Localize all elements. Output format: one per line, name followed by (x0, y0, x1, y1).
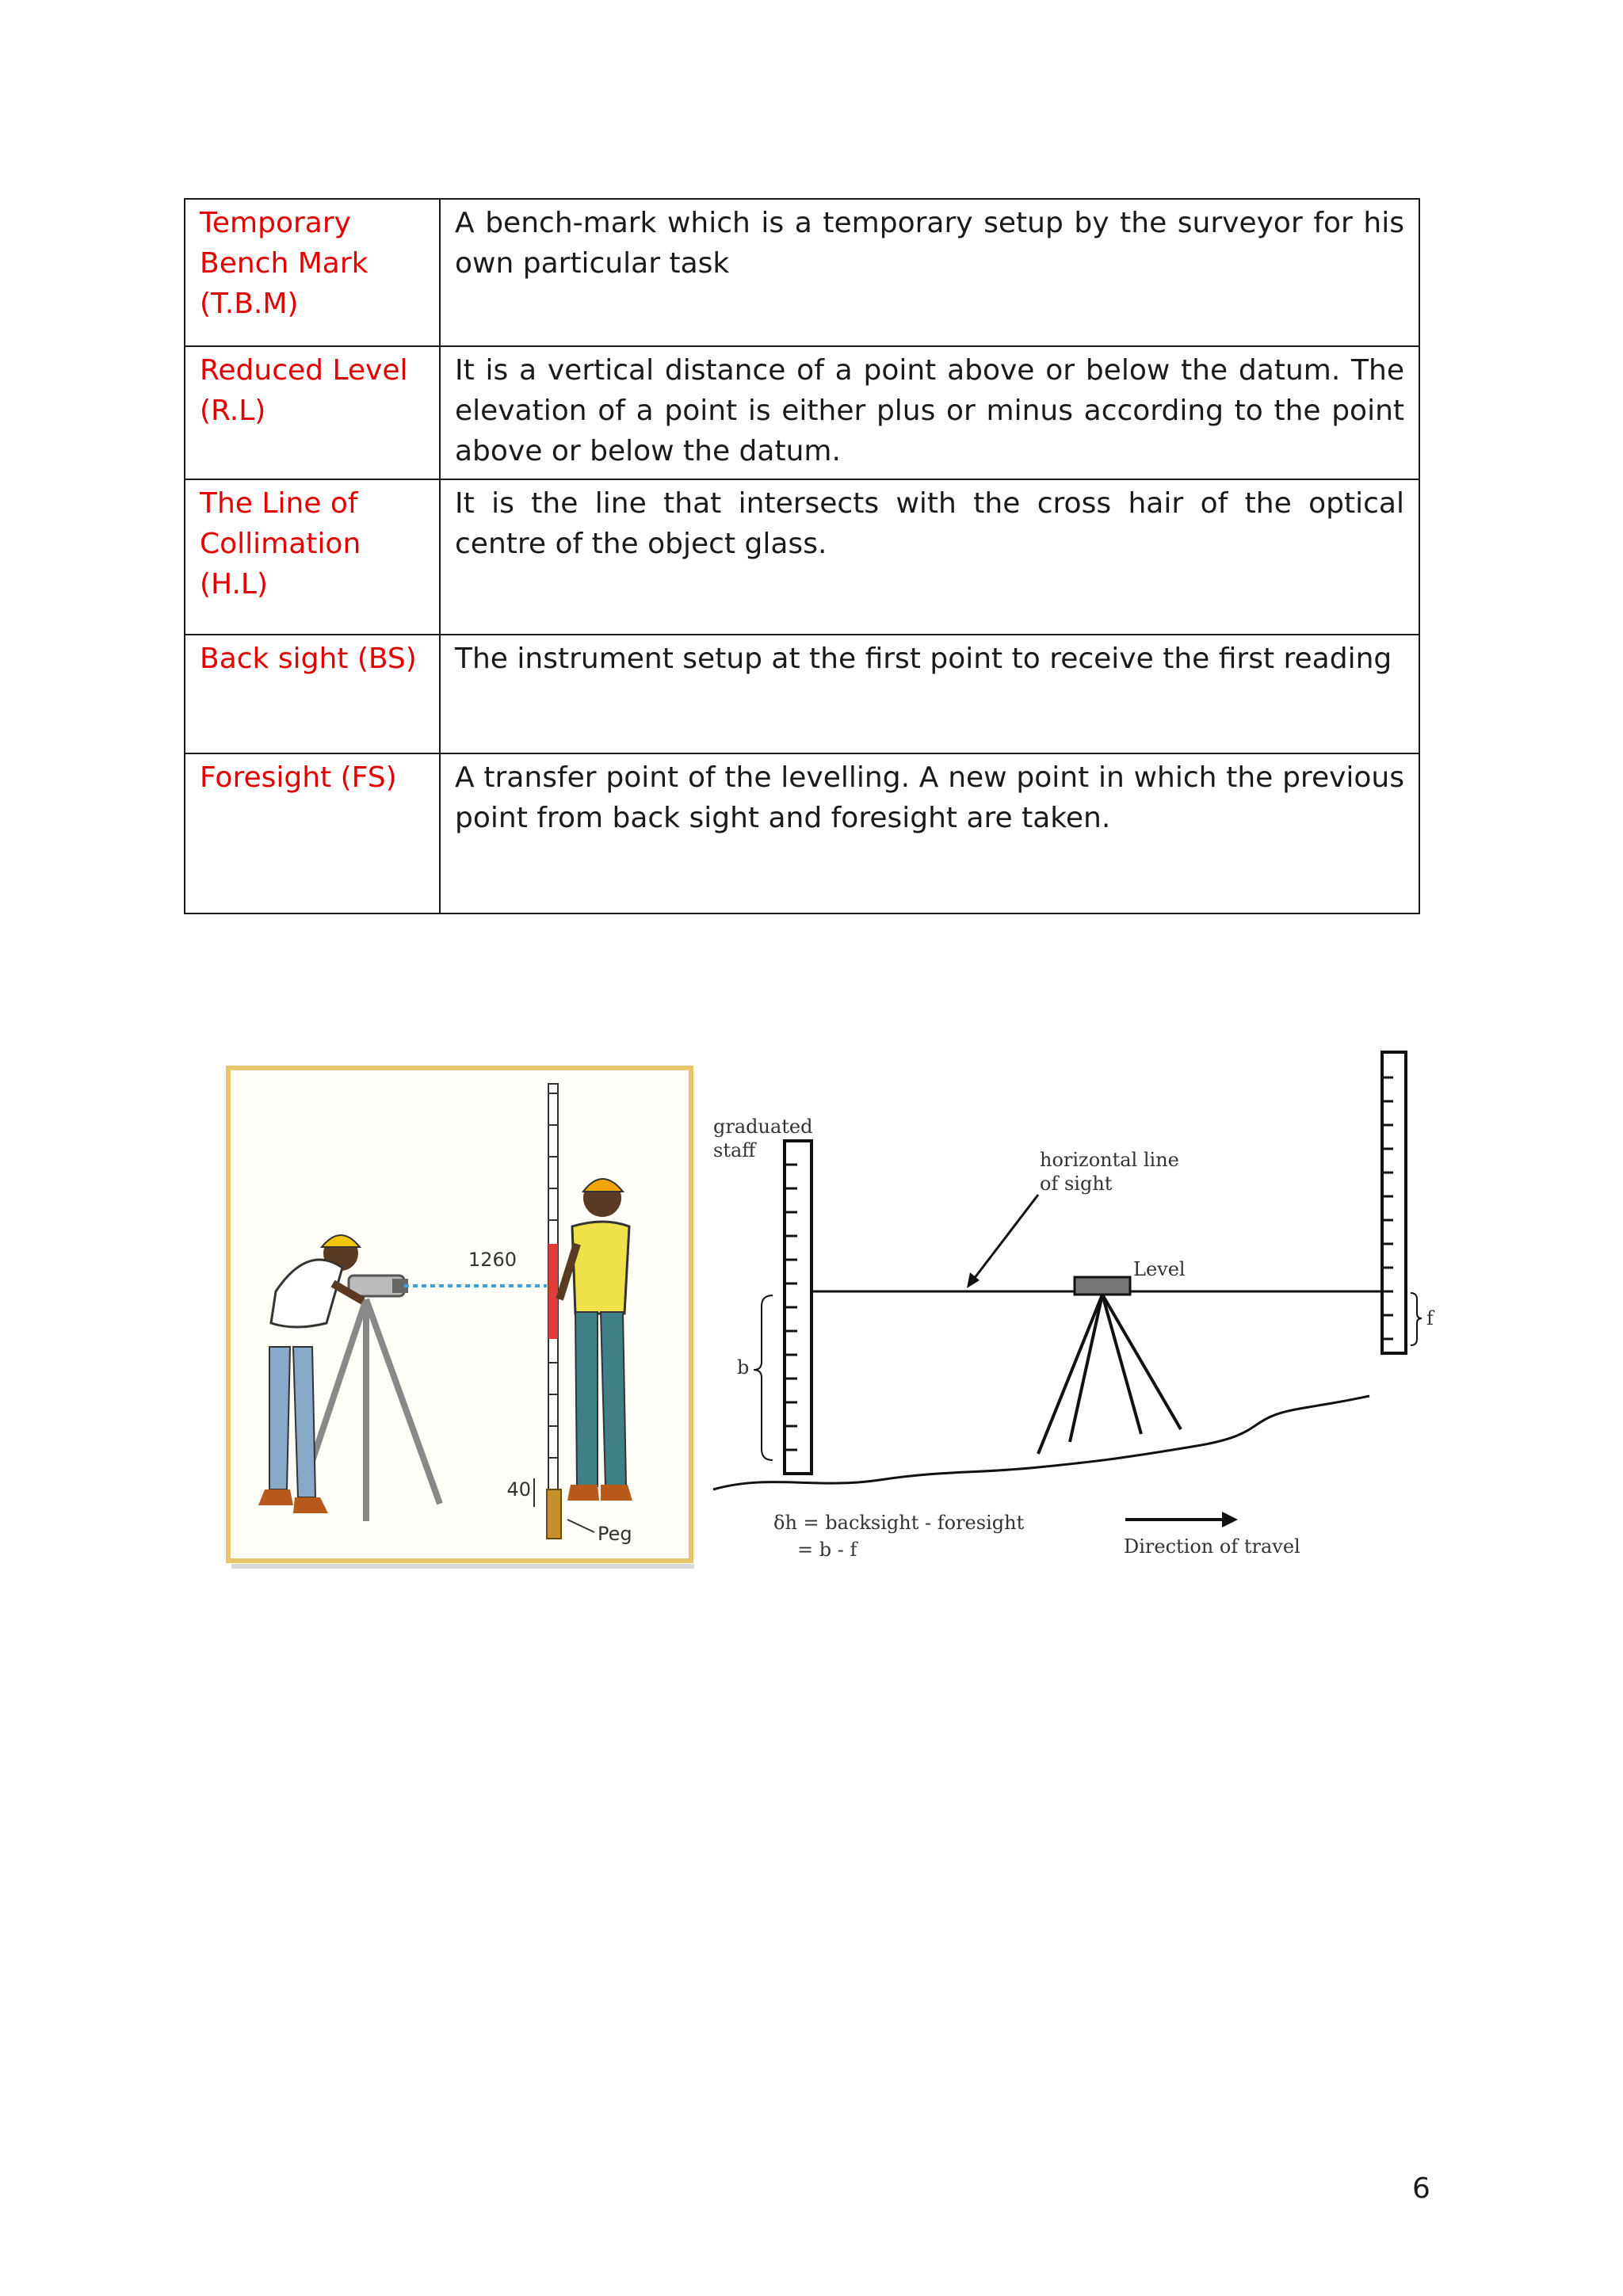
term-cell: Back sight (BS) (185, 635, 440, 753)
staff-label-line2: staff (713, 1139, 756, 1161)
levelling-diagram (713, 1052, 1435, 1561)
table-row (185, 753, 1419, 913)
staff-label-line1: graduated (713, 1116, 813, 1138)
formula-line1: δh = backsight - foresight (773, 1512, 1025, 1534)
formula-line2: = b - f (797, 1539, 857, 1561)
levelling-figure (214, 1046, 1450, 1585)
sight-label-line1: horizontal line (1040, 1149, 1179, 1171)
page-number: 6 (1412, 2172, 1430, 2205)
definitions-table (184, 198, 1420, 914)
peg-label: Peg (598, 1523, 632, 1545)
f-bracket (1411, 1293, 1422, 1345)
definition-cell: The instrument setup at the first point to receive the first reading (440, 635, 1419, 753)
peg-icon (547, 1489, 561, 1539)
table-row (185, 479, 1419, 635)
term-cell: Temporary Bench Mark (T.B.M) (185, 199, 440, 346)
foresight-staff-icon (1382, 1052, 1406, 1353)
direction-label: Direction of travel (1124, 1535, 1300, 1558)
term-cell: Foresight (FS) (185, 753, 440, 913)
table-row (185, 346, 1419, 479)
definition-cell: It is a vertical distance of a point above or below the datum. The elevation of a point is either plus or minus according to the point above or below the datum. (440, 346, 1419, 479)
level-tripod-icon (1038, 1277, 1181, 1454)
backsight-staff-icon (785, 1141, 812, 1474)
frame-shadow (231, 1564, 694, 1569)
table-row (185, 635, 1419, 753)
definition-cell: A bench-mark which is a temporary setup by the surveyor for his own particular task (440, 199, 1419, 346)
table-row (185, 199, 1419, 346)
sight-pointer-arrow (972, 1195, 1038, 1282)
reading-bottom-label: 40 (506, 1478, 531, 1501)
surveyor-illustration (228, 1068, 694, 1569)
b-bracket (754, 1295, 773, 1460)
level-label: Level (1133, 1258, 1186, 1280)
definition-cell: A transfer point of the levelling. A new point in which the previous point from back sight and foresight are taken. (440, 753, 1419, 913)
reading-top-label: 1260 (468, 1249, 517, 1271)
term-cell: The Line of Collimation (H.L) (185, 479, 440, 635)
sight-label-line2: of sight (1040, 1173, 1113, 1195)
f-label: f (1426, 1307, 1434, 1329)
definition-cell: It is the line that intersects with the cross hair of the optical centre of the object glass. (440, 479, 1419, 635)
term-cell: Reduced Level (R.L) (185, 346, 440, 479)
levelling-illustration (214, 1046, 1450, 1585)
b-label: b (737, 1356, 750, 1379)
